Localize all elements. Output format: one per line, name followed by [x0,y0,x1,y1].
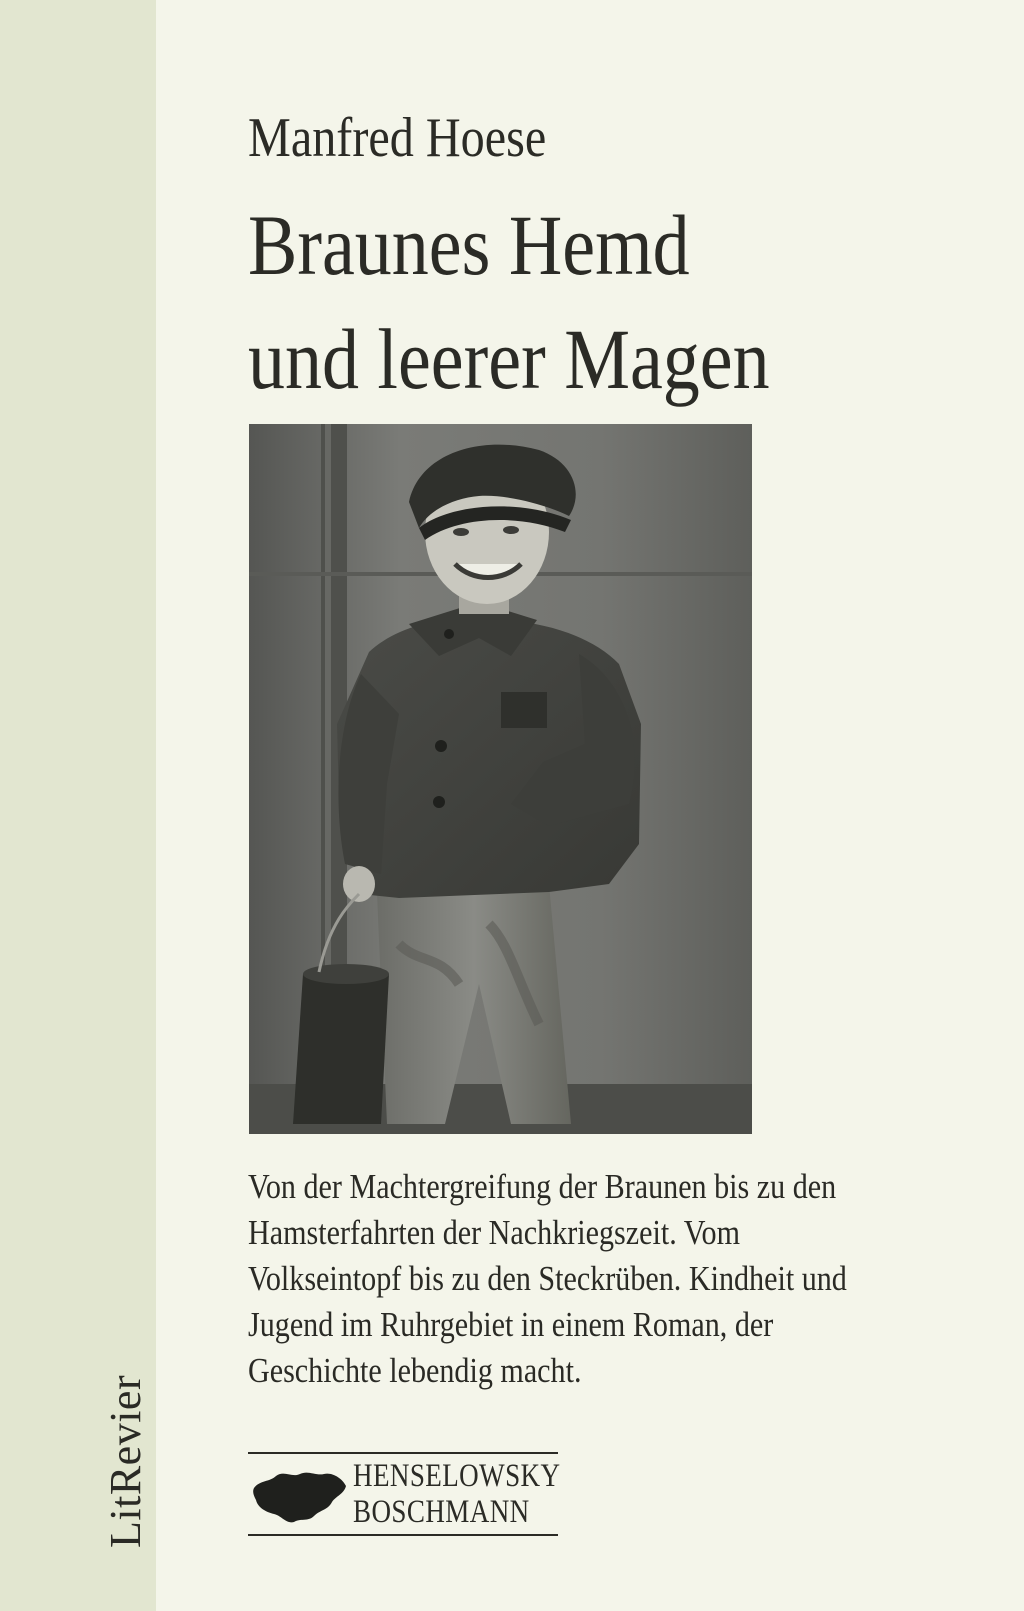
cover-photo [249,424,752,1134]
publisher-bottom-rule [248,1534,558,1536]
cover-photo-image [249,424,752,1134]
series-label: LitRevier [101,1374,150,1548]
cover-spine-band [0,0,156,1611]
title-line-2: und leerer Magen [248,311,770,407]
publisher-top-rule [248,1452,558,1454]
publisher-name-line-2: BOSCHMANN [353,1494,530,1530]
author-name: Manfred Hoese [248,107,547,169]
ruhr-region-map-logo-icon [250,1466,350,1524]
publisher-name-line-1: HENSELOWSKY [353,1458,561,1494]
book-title [248,188,770,416]
title-line-1: Braunes Hemd [248,197,690,293]
blurb-text: Von der Machtergreifung der Braunen bis zu den Hamsterfahrten der Nachkriegszeit. Vom Volkseintopf bis zu den Steckrüben. Kindheit und Jugend im Ruhrgebiet in einem Roman, der Geschichte lebendig macht. [248,1167,847,1390]
publisher-block [248,1452,561,1536]
